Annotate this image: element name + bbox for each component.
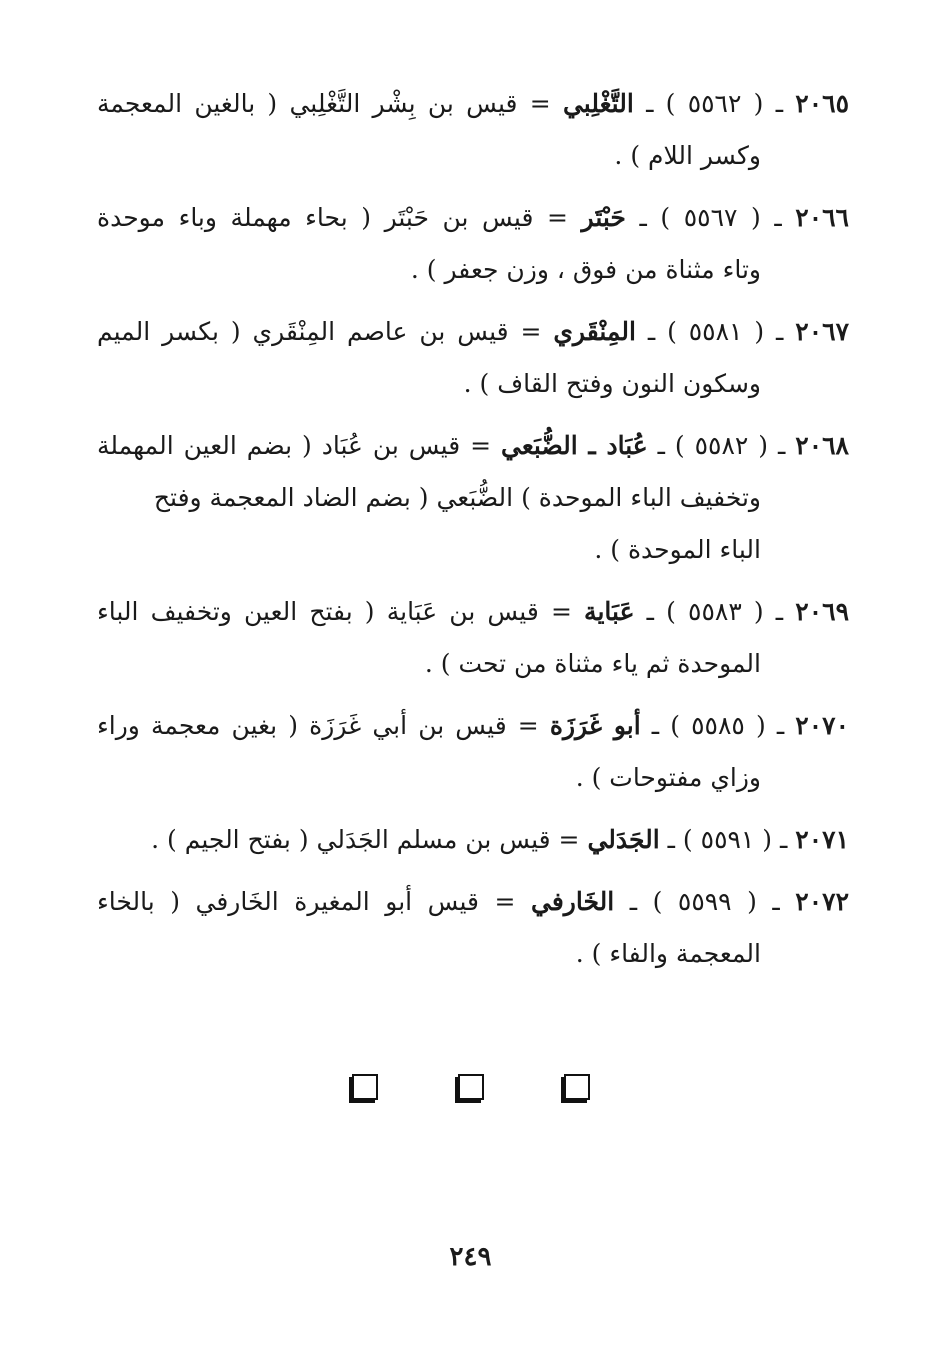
entry-keyword: عَبَاية — [584, 597, 635, 626]
entry-keyword: الخَارفي — [531, 887, 615, 916]
square-ornament-icon — [564, 1074, 590, 1100]
entry-number: ٢٠٧٠ — [795, 711, 850, 740]
section-divider — [0, 1074, 941, 1100]
entry-number: ٢٠٦٧ — [795, 317, 849, 346]
entry-continuation: الباء الموحدة ) . — [594, 535, 761, 564]
entry-ref: ـ ( ٥٥٨٢ ) ـ — [647, 431, 796, 460]
entry-continuation: وكسر اللام ) . — [614, 141, 761, 170]
entry-keyword: الجَدَلي — [587, 825, 660, 854]
square-ornament-icon — [458, 1074, 484, 1100]
entry-keyword: المِنْقَري — [553, 317, 636, 346]
entry-first-line — [97, 306, 849, 358]
entry-ref: ـ ( ٥٥٨١ ) ـ — [635, 317, 796, 346]
document-body — [97, 78, 849, 990]
entry-first-line — [97, 700, 849, 752]
entry-first-line — [97, 78, 849, 130]
entry-text: = قيس بن عاصم المِنْقَري ( بكسر الميم — [97, 317, 554, 346]
entry-text: = قيس بن أبي غَرَزَة ( بغين معجمة وراء — [97, 711, 550, 740]
entry-continuation: المعجمة والفاء ) . — [575, 939, 761, 968]
entry-first-line — [97, 586, 849, 638]
entry-keyword: التَّغْلِبي — [562, 89, 634, 118]
entry-2072 — [97, 876, 849, 980]
entry-keyword: حَبْتَر — [581, 203, 626, 232]
entry-text: = قيس بن مسلم الجَدَلي ( بفتح الجيم ) . — [151, 825, 588, 854]
entry-number: ٢٠٦٥ — [795, 89, 850, 118]
square-ornament-icon — [352, 1074, 378, 1100]
entry-2065 — [97, 78, 849, 182]
entry-keyword: عُبَاد ـ الضُّبَعي — [501, 431, 648, 460]
entry-number: ٢٠٦٦ — [795, 203, 849, 232]
entry-number: ٢٠٦٩ — [795, 597, 849, 626]
entry-continuation: وتاء مثناة من فوق ، وزن جعفر ) . — [410, 255, 761, 284]
entry-keyword: أبو غَرَزَة — [549, 711, 641, 740]
entry-continuation: وتخفيف الباء الموحدة ) الضُّبَعي ( بضم الضاد المعجمة وفتح — [153, 483, 761, 512]
entry-number: ٢٠٧١ — [795, 825, 849, 854]
entry-number: ٢٠٧٢ — [795, 887, 850, 916]
entry-2066 — [97, 192, 849, 296]
entry-number: ٢٠٦٨ — [795, 431, 849, 460]
entry-2067 — [97, 306, 849, 410]
entry-2070 — [97, 700, 849, 804]
entry-2071 — [97, 814, 849, 866]
entry-continuation: وزاي مفتوحات ) . — [575, 763, 761, 792]
entry-ref: ـ ( ٥٥٦٧ ) ـ — [625, 203, 796, 232]
entry-ref: ـ ( ٥٥٨٣ ) ـ — [634, 597, 796, 626]
entry-first-line — [97, 192, 849, 244]
entry-first-line — [97, 420, 849, 472]
entry-2068 — [97, 420, 849, 576]
entry-text: = قيس بن عَبَاية ( بفتح العين وتخفيف الباء — [97, 597, 585, 626]
entry-first-line — [97, 814, 849, 866]
entry-continuation: الموحدة ثم ياء مثناة من تحت ) . — [424, 649, 761, 678]
entry-first-line — [97, 876, 849, 928]
entry-text: = قيس أبو المغيرة الخَارفي ( بالخاء — [97, 887, 532, 916]
page-number: ٢٤٩ — [449, 1242, 492, 1272]
entry-text: = قيس بن عُبَاد ( بضم العين المهملة — [97, 431, 502, 460]
entry-ref: ـ ( ٥٥٩٩ ) ـ — [614, 887, 796, 916]
entry-2069 — [97, 586, 849, 690]
entry-ref: ـ ( ٥٥٦٢ ) ـ — [633, 89, 796, 118]
entry-ref: ـ ( ٥٥٩١ ) ـ — [659, 825, 796, 854]
entry-continuation: وسكون النون وفتح القاف ) . — [463, 369, 761, 398]
entry-text: = قيس بن بِشْر التَّغْلِبي ( بالغين المعجمة — [97, 89, 563, 118]
entry-text: = قيس بن حَبْتَر ( بحاء مهملة وباء موحدة — [97, 203, 582, 232]
entry-ref: ـ ( ٥٥٨٥ ) ـ — [640, 711, 796, 740]
